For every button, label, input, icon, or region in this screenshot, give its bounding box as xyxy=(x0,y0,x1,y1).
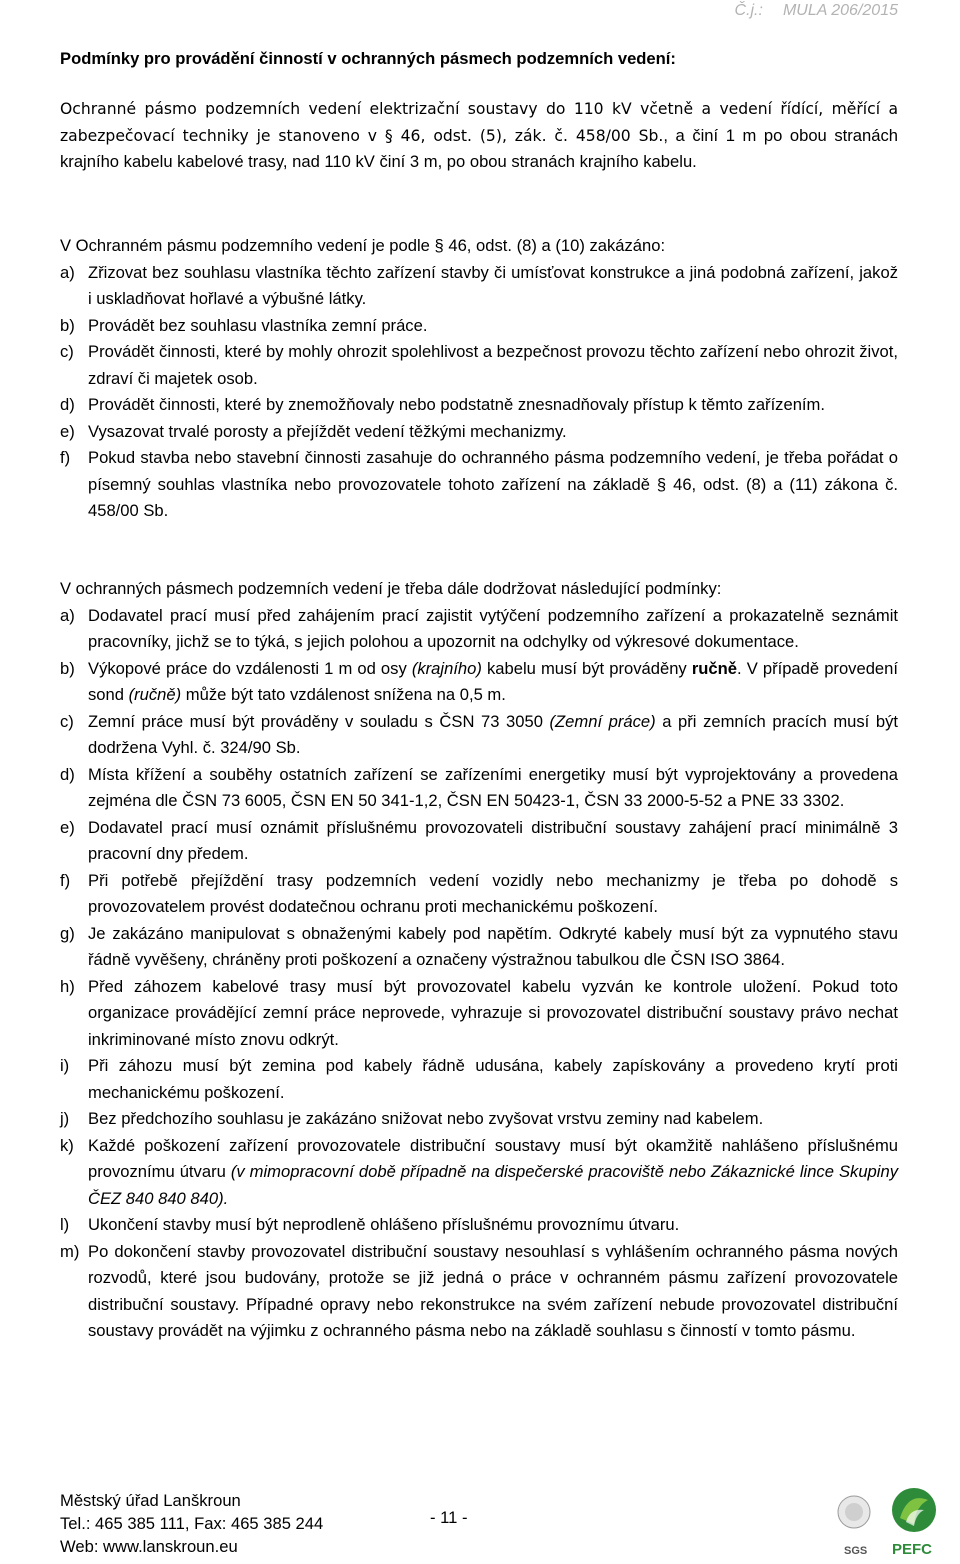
list-text: Po dokončení stavby provozovatel distribuční soustavy nesouhlasí s vyhlášením ochranného pásma nových rozvodů, které jsou budovány, protože se již jedná o práce v ochranném pásmu zařízení provozovatele distribuční soustavy. Případné opravy nebo rekonstrukce na svém zařízení nebude provozovatel distribuční soustavy provádět na výjimku z ochranného pásma nebo na základě souhlasu s činností v tomto pásmu. xyxy=(88,1241,898,1340)
list-item xyxy=(60,392,898,419)
list-item xyxy=(60,603,898,656)
list-item xyxy=(60,445,898,525)
page-title: Podmínky pro provádění činností v ochranných pásmech podzemních vedení: xyxy=(60,49,676,68)
list-item xyxy=(60,1053,898,1106)
list-text: Při záhozu musí být zemina pod kabely řádně udusána, kabely zapískovány a provedeno krytí proti mechanickému poškození. xyxy=(88,1056,898,1102)
page-number: - 11 - xyxy=(430,1508,468,1527)
list-text: Provádět bez souhlasu vlastníka zemní práce. xyxy=(88,315,428,335)
list-marker: e) xyxy=(60,817,75,837)
list-text: Provádět činnosti, které by mohly ohrozit spolehlivost a bezpečnost provozu těchto zařízení nebo ohrozit život, zdraví či majetek osob. xyxy=(88,342,898,388)
sgs-label: SGS xyxy=(844,1545,868,1557)
list-marker: c) xyxy=(60,342,74,361)
intro-part-b: , a činí 1 m po obou stranách krajního kabelu kabelové trasy, nad 110 kV činí 3 m, po obou stranách krajního kabelu. xyxy=(60,125,898,171)
footer-office: Městský úřad Lanškroun xyxy=(60,1491,241,1510)
list-marker: a) xyxy=(60,262,75,282)
page-footer xyxy=(60,1489,323,1558)
list-text: Dodavatel prací musí oznámit příslušnému provozovateli distribuční soustavy zahájení prací minimálně 3 pracovní dny předem. xyxy=(88,817,898,863)
section-lead: V Ochranném pásmu podzemního vedení je podle § 46, odst. (8) a (10) zakázáno: xyxy=(60,236,666,255)
list-text: Provádět činnosti, které by znemožňovaly nebo podstatně znesnadňovaly přístup k těmto zařízením. xyxy=(88,395,825,414)
pefc-label: PEFC xyxy=(892,1541,933,1558)
pefc-logo-icon xyxy=(892,1488,936,1558)
list-item xyxy=(60,762,898,815)
list-item xyxy=(60,260,898,313)
section-conditions xyxy=(60,576,898,1345)
list-marker: h) xyxy=(60,976,75,996)
list-marker: c) xyxy=(60,711,74,731)
list-item xyxy=(60,815,898,868)
sgs-logo-icon xyxy=(838,1496,870,1557)
list-item xyxy=(60,1133,898,1213)
list-text: Zemní práce musí být prováděny v souladu s ČSN 73 3050 xyxy=(88,711,550,731)
list-text: Výkopové práce do vzdálenosti 1 m od osy xyxy=(88,658,412,678)
prohibited-list xyxy=(60,260,898,525)
list-marker: k) xyxy=(60,1135,74,1155)
list-item xyxy=(60,339,898,392)
list-text: Je zakázáno manipulovat s obnaženými kabely pod napětím. Odkryté kabely musí být za vypnutého stavu řádně vyvěšeny, chráněny proti poškození a označeny výstražnou tabulkou dle ČSN ISO 3864. xyxy=(88,923,898,969)
list-text: kabelu musí být prováděny xyxy=(481,658,692,678)
list-text: Ukončení stavby musí být neprodleně ohlášeno příslušnému provoznímu útvaru. xyxy=(88,1215,680,1234)
section-prohibited xyxy=(60,233,898,525)
list-text-bold: ručně xyxy=(691,658,737,678)
list-marker: e) xyxy=(60,421,75,441)
list-marker: g) xyxy=(60,923,75,943)
reference-number: MULA 206/2015 xyxy=(782,2,898,19)
list-item xyxy=(60,709,898,762)
section-lead: V ochranných pásmech podzemních vedení je třeba dále dodržovat následující podmínky: xyxy=(60,579,722,598)
list-text: Místa křížení a souběhy ostatních zařízení se zařízeními energetiky musí být vyprojektovány a provedena zejména dle ČSN 73 6005, ČSN EN 50 341-1,2, ČSN EN 50423-1, ČSN 33 2000-5-52 a PNE 33 3302. xyxy=(88,764,898,810)
list-text: Před záhozem kabelové trasy musí být provozovatel kabelu vyzván ke kontrole uložení. Pokud toto organizace provádějící zemní práce neprovede, vyhrazuje si provozovatel distribuční soustavy právo nechat inkriminované místo znovu odkrýt. xyxy=(88,976,898,1049)
list-text: může být tato vzdálenost snížena na 0,5 m. xyxy=(181,685,506,704)
list-marker: a) xyxy=(60,605,75,625)
list-text: Při potřebě přejíždění trasy podzemních vedení vozidly nebo mechanizmy je třeba po dohodě s provozovatelem provést dodatečnou ochranu proti mechanickému poškození. xyxy=(88,870,898,916)
list-item xyxy=(60,974,898,1054)
list-item xyxy=(60,419,898,446)
list-marker: i) xyxy=(60,1056,70,1075)
footer-phone: Tel.: 465 385 111, Fax: 465 385 244 xyxy=(60,1514,324,1533)
list-text: a při zemních pracích musí být dodržena Vyhl. č. 324/90 Sb. xyxy=(88,711,898,757)
list-text: Pokud stavba nebo stavební činnosti zasahuje do ochranného pásma podzemního vedení, je třeba pořádat o písemný souhlas vlastníka nebo provozovatele tohoto zařízení na základě § 46, odst. (8) a (11) zákona č. 458/00 Sb. xyxy=(88,448,898,520)
list-item xyxy=(60,868,898,921)
list-text: Každé poškození zařízení provozovatele distribuční soustavy musí být okamžitě nahlášeno příslušnému provoznímu útvaru xyxy=(88,1135,898,1181)
list-marker: m) xyxy=(60,1241,80,1261)
list-text-italic: (Zemní práce) xyxy=(549,711,656,731)
list-marker: f) xyxy=(60,448,71,467)
list-item xyxy=(60,921,898,974)
list-item xyxy=(60,656,898,709)
list-text: Bez předchozího souhlasu je zakázáno snižovat nebo zvyšovat vrstvu zeminy nad kabelem. xyxy=(88,1109,764,1128)
list-marker: d) xyxy=(60,764,75,784)
footer-web: Web: www.lanskroun.eu xyxy=(60,1537,238,1556)
list-item xyxy=(60,1239,898,1345)
reference-label: Č.j.: xyxy=(734,2,763,19)
list-text: Zřizovat bez souhlasu vlastníka těchto zařízení stavby či umísťovat konstrukce a jiná podobná zařízení, jakož i uskladňovat hořlavé a výbušné látky. xyxy=(88,262,898,308)
list-marker: f) xyxy=(60,870,71,890)
list-text-italic: (v mimopracovní době případně na dispečerské pracoviště nebo Zákaznické lince Skupiny ČEZ 840 840 840). xyxy=(88,1162,898,1208)
list-item xyxy=(60,1212,898,1239)
list-text-italic: (krajního) xyxy=(411,658,482,678)
list-text: Dodavatel prací musí před zahájením prací zajistit vytýčení podzemního zařízení a prokazatelně seznámit pracovníky, jichž se to týká, s jejich polohou a upozornit na odchylky od výkresové dokumentace. xyxy=(88,605,898,651)
intro-part-a: Ochranné pásmo podzemních vedení elektrizační soustavy do 110 kV včetně a vedení řídící, měřící a zabezpečovací techniky je stanoveno v § 46, odst. (5), zák. č. 458/00 Sb. xyxy=(60,100,898,145)
header-reference xyxy=(715,2,899,20)
certification-logos xyxy=(836,1484,952,1560)
list-item xyxy=(60,1106,898,1133)
list-marker: b) xyxy=(60,315,75,335)
conditions-list xyxy=(60,603,898,1345)
list-marker: j) xyxy=(60,1109,70,1128)
list-marker: b) xyxy=(60,658,75,678)
list-text-italic: (ručně) xyxy=(128,685,182,704)
list-marker: l) xyxy=(60,1215,70,1234)
list-text: Vysazovat trvalé porosty a přejíždět vedení těžkými mechanizmy. xyxy=(88,421,567,441)
list-marker: d) xyxy=(60,395,75,414)
list-item xyxy=(60,313,898,340)
list-text: . V případě provedení sond xyxy=(88,658,898,704)
intro-paragraph xyxy=(60,96,898,176)
